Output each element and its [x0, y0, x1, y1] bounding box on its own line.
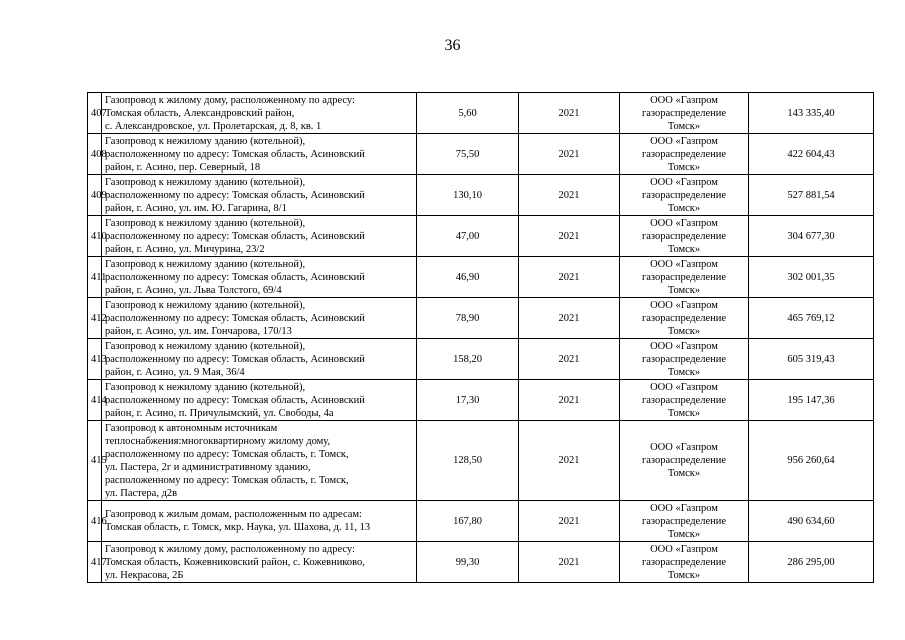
table-row: [88, 542, 874, 583]
organization-cell-line: ООО «Газпром: [650, 502, 718, 514]
organization-cell-line: газораспределение: [641, 455, 727, 466]
organization-cell-line: газораспределение: [641, 148, 727, 160]
gas-pipeline-table: [87, 92, 874, 583]
object-name-cell-line: Газопровод к нежилому зданию (котельной),: [105, 176, 306, 188]
organization-cell: [620, 339, 749, 380]
organization-cell-line: газораспределение: [641, 107, 727, 119]
object-name-cell: [102, 134, 417, 175]
object-name-cell-line: расположенному по адресу: Томская область, г. Томск,: [105, 448, 349, 460]
object-name-cell-line: Газопровод к нежилому зданию (котельной),: [105, 217, 306, 229]
organization-cell: [620, 257, 749, 298]
table-row: [88, 339, 874, 380]
organization-cell: [620, 216, 749, 257]
object-name-cell: [102, 501, 417, 542]
object-name-cell-line: расположенному по адресу: Томская область, Асиновский: [105, 312, 365, 324]
row-number-cell: 415: [88, 421, 102, 501]
organization-cell-line: ООО «Газпром: [650, 299, 718, 311]
length-cell: 78,90: [417, 298, 519, 339]
object-name-cell-line: Газопровод к нежилому зданию (котельной),: [105, 340, 306, 352]
cost-cell: 286 295,00: [749, 542, 874, 583]
object-name-cell-line: район, г. Асино, ул. Мичурина, 23/2: [105, 243, 265, 255]
organization-cell-line: ООО «Газпром: [650, 258, 718, 270]
object-name-cell-line: Газопровод к жилому дому, расположенному по адресу:: [105, 94, 355, 106]
organization-cell-line: ООО «Газпром: [650, 543, 718, 555]
year-cell: 2021: [519, 298, 620, 339]
table-row: [88, 421, 874, 501]
object-name-cell-line: район, г. Асино, ул. им. Гончарова, 170/13: [105, 325, 292, 337]
cost-cell: 302 001,35: [749, 257, 874, 298]
object-name-cell-line: Газопровод к нежилому зданию (котельной),: [105, 135, 306, 147]
object-name-cell: [102, 542, 417, 583]
organization-cell: [620, 175, 749, 216]
organization-cell-line: Томск»: [667, 325, 701, 337]
object-name-cell-line: Газопровод к жилому дому, расположенному по адресу:: [105, 543, 355, 555]
year-cell: 2021: [519, 542, 620, 583]
organization-cell-line: ООО «Газпром: [650, 176, 718, 188]
object-name-cell-line: расположенному по адресу: Томская область, Асиновский: [105, 353, 365, 365]
table-row: [88, 216, 874, 257]
object-name-cell-line: Газопровод к автономным источникам: [105, 422, 278, 434]
organization-cell-line: ООО «Газпром: [650, 94, 718, 106]
object-name-cell: [102, 257, 417, 298]
table-row: [88, 257, 874, 298]
organization-cell-line: газораспределение: [641, 515, 727, 527]
cost-cell: 195 147,36: [749, 380, 874, 421]
row-number-cell: 413: [88, 339, 102, 380]
cost-cell: 422 604,43: [749, 134, 874, 175]
cost-cell: 465 769,12: [749, 298, 874, 339]
organization-cell: [620, 501, 749, 542]
object-name-cell-line: расположенному по адресу: Томская область, г. Томск,: [105, 474, 349, 486]
organization-cell-line: ООО «Газпром: [650, 135, 718, 147]
row-number-cell: 412: [88, 298, 102, 339]
row-number-cell: 411: [88, 257, 102, 298]
organization-cell-line: ООО «Газпром: [650, 381, 718, 393]
year-cell: 2021: [519, 380, 620, 421]
object-name-cell-line: Томская область, Кожевниковский район, с. Кожевниково,: [105, 556, 365, 568]
length-cell: 128,50: [417, 421, 519, 501]
object-name-cell-line: расположенному по адресу: Томская область, Асиновский: [105, 394, 365, 406]
object-name-cell-line: район, г. Асино, ул. 9 Мая, 36/4: [105, 366, 245, 378]
table-row: [88, 298, 874, 339]
organization-cell-line: Томск»: [667, 407, 701, 419]
organization-cell: [620, 298, 749, 339]
organization-cell-line: ООО «Газпром: [650, 442, 718, 453]
organization-cell-line: ООО «Газпром: [650, 217, 718, 229]
organization-cell-line: Томск»: [667, 284, 701, 296]
year-cell: 2021: [519, 421, 620, 501]
row-number-cell: 407: [88, 93, 102, 134]
object-name-cell: [102, 380, 417, 421]
length-cell: 17,30: [417, 380, 519, 421]
object-name-cell-line: расположенному по адресу: Томская область, Асиновский: [105, 148, 365, 160]
cost-cell: 605 319,43: [749, 339, 874, 380]
organization-cell-line: Томск»: [667, 120, 701, 132]
organization-cell-line: ООО «Газпром: [650, 340, 718, 352]
organization-cell-line: Томск»: [667, 569, 701, 581]
table-row: [88, 134, 874, 175]
object-name-cell-line: с. Александровское, ул. Пролетарская, д. 8, кв. 1: [105, 120, 322, 132]
organization-cell-line: Томск»: [667, 468, 701, 479]
object-name-cell: [102, 339, 417, 380]
object-name-cell-line: расположенному по адресу: Томская область, Асиновский: [105, 271, 365, 283]
organization-cell-line: Томск»: [667, 161, 701, 173]
row-number-cell: 409: [88, 175, 102, 216]
year-cell: 2021: [519, 339, 620, 380]
object-name-cell-line: Томская область, Александровский район,: [105, 107, 295, 119]
year-cell: 2021: [519, 93, 620, 134]
organization-cell-line: газораспределение: [641, 271, 727, 283]
object-name-cell-line: расположенному по адресу: Томская область, Асиновский: [105, 189, 365, 201]
organization-cell-line: газораспределение: [641, 189, 727, 201]
object-name-cell-line: Газопровод к нежилому зданию (котельной),: [105, 381, 306, 393]
object-name-cell: [102, 421, 417, 501]
object-name-cell-line: район, г. Асино, пер. Северный, 18: [105, 161, 261, 173]
table-row: [88, 93, 874, 134]
object-name-cell-line: Газопровод к жилым домам, расположенным по адресам:: [105, 509, 362, 520]
object-name-cell-line: Томская область, г. Томск, мкр. Наука, ул. Шахова, д. 11, 13: [105, 522, 371, 533]
cost-cell: 490 634,60: [749, 501, 874, 542]
length-cell: 47,00: [417, 216, 519, 257]
year-cell: 2021: [519, 134, 620, 175]
organization-cell-line: Томск»: [667, 528, 701, 540]
row-number-cell: 408: [88, 134, 102, 175]
organization-cell-line: Томск»: [667, 202, 701, 214]
length-cell: 5,60: [417, 93, 519, 134]
organization-cell: [620, 421, 749, 501]
table-row: [88, 175, 874, 216]
object-name-cell: [102, 298, 417, 339]
row-number-cell: 416: [88, 501, 102, 542]
organization-cell-line: газораспределение: [641, 556, 727, 568]
year-cell: 2021: [519, 216, 620, 257]
organization-cell-line: Томск»: [667, 243, 701, 255]
organization-cell-line: газораспределение: [641, 230, 727, 242]
object-name-cell: [102, 93, 417, 134]
organization-cell: [620, 542, 749, 583]
page-number: 36: [444, 37, 461, 54]
length-cell: 46,90: [417, 257, 519, 298]
organization-cell-line: газораспределение: [641, 394, 727, 406]
object-name-cell-line: Газопровод к нежилому зданию (котельной),: [105, 258, 306, 270]
row-number-cell: 414: [88, 380, 102, 421]
object-name-cell: [102, 175, 417, 216]
table-body: [88, 93, 874, 583]
row-number-cell: 417: [88, 542, 102, 583]
cost-cell: 956 260,64: [749, 421, 874, 501]
row-number-cell: 410: [88, 216, 102, 257]
table-row: [88, 380, 874, 421]
object-name-cell: [102, 216, 417, 257]
object-name-cell-line: Газопровод к нежилому зданию (котельной),: [105, 299, 306, 311]
table-row: [88, 501, 874, 542]
length-cell: 130,10: [417, 175, 519, 216]
object-name-cell-line: ул. Некрасова, 2Б: [105, 569, 184, 581]
object-name-cell-line: ул. Пастера, 2г и административному зданию,: [105, 461, 311, 473]
object-name-cell-line: район, г. Асино, п. Причулымский, ул. Свободы, 4а: [105, 407, 334, 419]
organization-cell: [620, 93, 749, 134]
object-name-cell-line: ул. Пастера, д2в: [105, 487, 178, 499]
object-name-cell-line: расположенному по адресу: Томская область, Асиновский: [105, 230, 365, 242]
year-cell: 2021: [519, 501, 620, 542]
cost-cell: 143 335,40: [749, 93, 874, 134]
organization-cell-line: газораспределение: [641, 353, 727, 365]
organization-cell: [620, 380, 749, 421]
cost-cell: 527 881,54: [749, 175, 874, 216]
cost-cell: 304 677,30: [749, 216, 874, 257]
length-cell: 158,20: [417, 339, 519, 380]
organization-cell-line: Томск»: [667, 366, 701, 378]
length-cell: 75,50: [417, 134, 519, 175]
year-cell: 2021: [519, 175, 620, 216]
object-name-cell-line: теплоснабжения:многоквартирному жилому дому,: [105, 435, 331, 447]
object-name-cell-line: район, г. Асино, ул. им. Ю. Гагарина, 8/1: [105, 202, 287, 214]
year-cell: 2021: [519, 257, 620, 298]
length-cell: 99,30: [417, 542, 519, 583]
length-cell: 167,80: [417, 501, 519, 542]
organization-cell-line: газораспределение: [641, 312, 727, 324]
object-name-cell-line: район, г. Асино, ул. Льва Толстого, 69/4: [105, 284, 282, 296]
organization-cell: [620, 134, 749, 175]
